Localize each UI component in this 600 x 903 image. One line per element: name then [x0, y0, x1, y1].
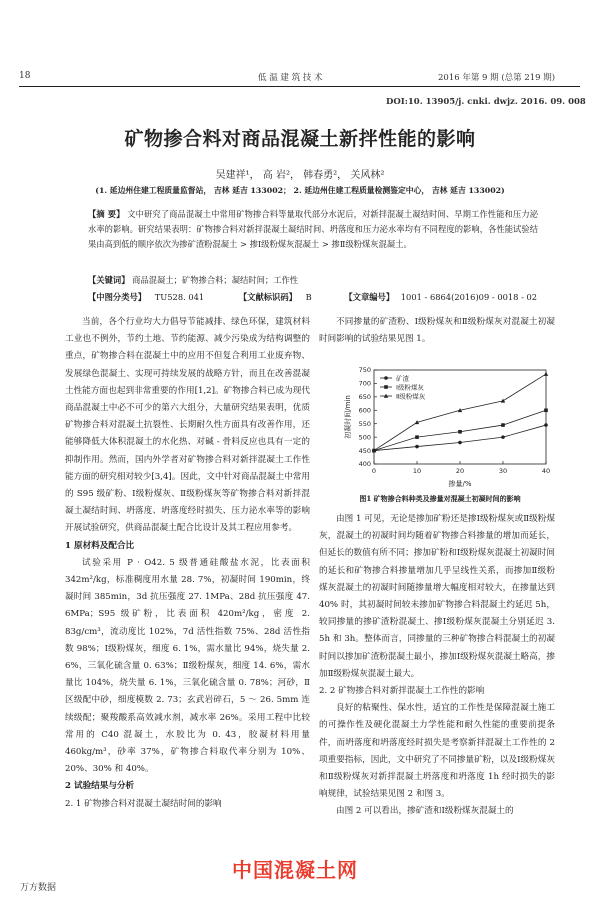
- series-3-point: [501, 399, 505, 403]
- series-1-point: [501, 435, 505, 439]
- affiliations: (1. 延边州住建工程质量监督站， 吉林 延吉 133002； 2. 延边州住建工程质量检测鉴定中心， 吉林 延吉 133002): [95, 186, 505, 195]
- x-axis-label: 掺量/%: [448, 480, 472, 488]
- right-column-top: [319, 314, 555, 348]
- series-2-point: [458, 430, 462, 434]
- page-number: 18: [19, 71, 31, 81]
- abstract: [88, 207, 538, 253]
- materials-paragraph: 试验采用 P · O42. 5 级普通硅酸盐水泥，比表面积 342m²/kg，标准稠度用水量 28. 7%，初凝时间 190min，终凝时间 385min，3d 抗压强度 27. 1MPa、28d 抗压强度 47. 6MPa；S95 级矿粉，比表面积 420m²/kg，密度 2. 83g/cm³，流动度比 102%，7d 活性指数 75%、28d 活性指数 98%；Ⅰ级粉煤灰，细度 6. 1%，需水量比 94%，烧失量 2. 6%，三氧化硫含量 0. 63%；Ⅱ级粉煤灰，细度 14. 6%，需水量比 104%，烧失量 6. 1%，三氧化硫含量 0. 78%；河砂，Ⅱ区级配中砂，细度模数 2. 73；玄武岩碎石，5 ～ 26. 5mm 连续级配；聚羧酸系高效减水剂，减水率 26%。采用工程中比较常用的 C40 混凝土，水胶比为 0. 43，胶凝材料用量 460kg/m³，砂率 37%，矿物掺合料取代率分别为 10%、20%、30% 和 40%。: [65, 557, 310, 775]
- x-tick-label: 0: [371, 467, 377, 475]
- figure-1-caption: 图1 矿物掺合料种类及掺量对混凝土初凝时间的影响: [359, 494, 521, 503]
- x-tick-label: 40: [541, 467, 551, 475]
- keywords-label: 【关键词】: [88, 275, 130, 285]
- classification-row: [88, 291, 548, 303]
- x-tick-label: 10: [412, 467, 422, 475]
- intro-paragraph: 当前，各个行业均大力倡导节能减排、绿色环保，建筑材料工业也不例外，节约土地、节约能源、减少污染成为结构调整的重点，矿物掺合料在混凝土中的应用不但复合利用工业废弃物、发展绿色混凝土、实现可持续发展的战略方针，而且在改善混凝土性能方面也起到非常重要的作用[1,2]。矿物掺合料已成为现代商品混凝土中必不可少的第六大组分，大量研究结果表明，优质矿物掺合料对混凝土抗裂性、长期耐久性方面具有改善作用，还能够降低大体积混凝土的水化热、对碱 - 骨料反应也具有一定的抑制作用。然而，国内外学者对矿物掺合料对新拌混凝土工作性能方面的研究相对较少[3,4]。因此，文中针对商品混凝土中常用的 S95 级矿粉、Ⅰ级粉煤灰、Ⅱ级粉煤灰等矿物掺合料对新拌混凝土凝结时间、坍落度、坍落度经时损失、压力泌水率等的影响开展试验研究，供商品混凝土配合比设计及其工程应用参考。: [65, 317, 310, 534]
- issue-info: 2016 年第 9 期 (总第 219 期): [438, 73, 556, 83]
- clc-value: TU528. 041: [154, 292, 205, 302]
- legend-label-1: 矿渣: [396, 374, 409, 383]
- doc-code-value: B: [305, 292, 312, 302]
- doc-code-label: 【文献标识码】: [238, 292, 297, 302]
- left-column: [65, 314, 310, 813]
- abstract-label: 【摘 要】: [88, 209, 125, 219]
- legend-marker-2: [384, 385, 388, 389]
- article-number-value: 1001 - 6864(2016)09 - 0018 - 02: [400, 292, 538, 302]
- y-tick-label: 400: [358, 460, 371, 469]
- series-line-1: [374, 425, 546, 451]
- figure-1-chart: [322, 360, 558, 490]
- clc-label: 【中图分类号】: [88, 292, 147, 302]
- figure-analysis-paragraph: 由图 1 可见，无论是掺加矿粉还是掺Ⅰ级粉煤灰或Ⅱ级粉煤灰，混凝土的初凝时间均随着矿物掺合料掺量的增加而延长，但延长的数值有所不同；掺加矿粉和Ⅰ级粉煤灰混凝土初凝时间的延长和矿物掺合料掺量增加几乎呈线性关系，而掺加Ⅱ级粉煤灰混凝土的初凝时间随掺量增大幅度相对较大，在掺量达到 40% 时，其初凝时间较未掺加矿物掺合料混凝土约延迟 5h，较同掺量的掺矿渣粉混凝土、掺Ⅰ级粉煤灰混凝土分别延迟 3. 5h 和 3h。整体而言，同掺量的三种矿物掺合料混凝土的初凝时间以掺加矿渣粉混凝土最小，掺加Ⅰ级粉煤灰混凝土略高，掺加Ⅱ级粉煤灰混凝土最大。: [319, 514, 555, 679]
- series-2-point: [501, 423, 505, 427]
- y-tick-label: 600: [358, 406, 371, 415]
- section-2-2-heading: 2. 2 矿物掺合料对新拌混凝土工作性的影响: [319, 686, 485, 697]
- series-2-point: [415, 435, 419, 439]
- y-tick-label: 550: [358, 419, 371, 428]
- keywords-text: 商品混凝土；矿物掺合料；凝结时间；工作性: [132, 275, 299, 285]
- doi: DOI:10. 13905/j. cnki. dwjz. 2016. 09. 008: [386, 97, 586, 107]
- article-number-label: 【文章编号】: [344, 292, 395, 302]
- workability-paragraph: 良好的粘聚性、保水性，适宜的工作性是保障混凝土施工的可操作性及硬化混凝土力学性能和耐久性能的重要前提条件，而坍落度和坍落度经时损失是考察新拌混凝土工作性的 2 项重要指标，因此，文中研究了不同掺量矿粉，以及Ⅰ级粉煤灰和Ⅱ级粉煤灰对新拌混凝土坍落度和坍落度 1h 经时损失的影响规律，试验结果见图 2 和图 3。: [319, 703, 555, 800]
- legend-label-2: Ⅰ级粉煤灰: [396, 383, 424, 392]
- section-2-heading: 2 试验结果与分析: [65, 781, 135, 792]
- y-tick-label: 450: [358, 446, 371, 455]
- y-tick-label: 650: [358, 393, 371, 402]
- series-3-point: [544, 372, 548, 376]
- journal-name: 低 温 建 筑 技 术: [258, 73, 323, 83]
- figure-2-paragraph: 由图 2 可以看出，掺矿渣和Ⅰ级粉煤灰混凝土的: [336, 806, 514, 817]
- series-2-point: [544, 408, 548, 412]
- footer-source: 万方数据: [20, 883, 57, 893]
- x-tick-label: 30: [498, 467, 508, 475]
- legend-label-3: Ⅱ级粉煤灰: [396, 392, 426, 401]
- right-column-bottom: [319, 511, 555, 821]
- x-tick-label: 20: [455, 467, 465, 475]
- series-1-point: [544, 423, 548, 427]
- y-tick-label: 750: [358, 366, 371, 375]
- legend-marker-1: [384, 376, 388, 380]
- y-axis-label: 初凝时间/min: [344, 395, 352, 439]
- abstract-text: 文中研究了商品混凝土中常用矿物掺合料等量取代部分水泥后，对新拌混凝土凝结时间、早期工作性能和压力泌水率的影响。研究结果表明：矿物掺合料对新拌混凝土凝结时间、坍落度和压力泌水率均有不同程度的影响，各性能试验结果由高到低的顺序依次为掺矿渣粉混凝土 > 掺Ⅰ级粉煤灰混凝土 > 掺Ⅱ级粉煤灰混凝土。: [88, 209, 538, 250]
- watermark: 中国混凝土网: [232, 858, 358, 882]
- series-1-point: [458, 441, 462, 445]
- section-2-1-heading: 2. 1 矿物掺合料对混凝土凝结时间的影响: [65, 798, 222, 809]
- paper-title: 矿物掺合料对商品混凝土新拌性能的影响: [124, 128, 476, 150]
- authors: 吴建祥¹， 高 岩²， 韩春勇²， 关风林²: [215, 170, 385, 181]
- y-tick-label: 500: [358, 433, 371, 442]
- section-1-heading: 1 原材料及配合比: [65, 540, 135, 551]
- keywords: [88, 274, 298, 286]
- figure-intro-paragraph: 不同掺量的矿渣粉、Ⅰ级粉煤灰和Ⅱ级粉煤灰对混凝土初凝时间影响的试验结果见图 1。: [319, 317, 555, 345]
- series-1-point: [415, 445, 419, 449]
- header-rule: [19, 86, 580, 87]
- y-tick-label: 700: [358, 379, 371, 388]
